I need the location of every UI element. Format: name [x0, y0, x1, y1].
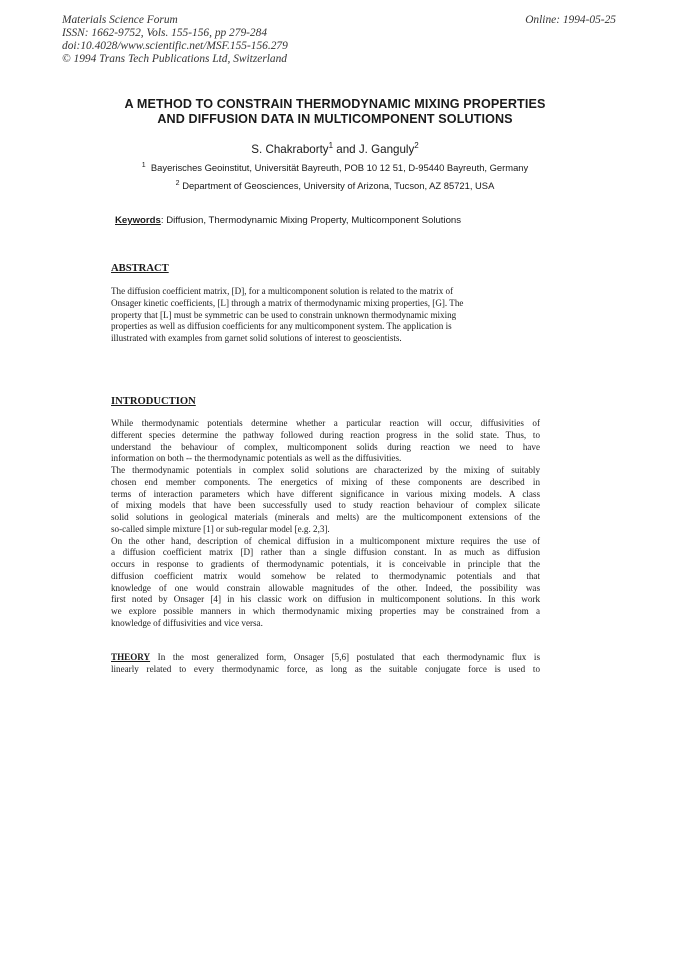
intro-line: first noted by Onsager [4] in his classic work on diffusion in multicomponent solutions. In this work [111, 594, 540, 605]
intro-line: The thermodynamic potentials in complex solid solutions are characterized by the mixing of suitably [111, 465, 540, 475]
introduction-heading: INTRODUCTION [111, 396, 196, 407]
affiliation-1-text: Bayerisches Geoinstitut, Universität Bayreuth, POB 10 12 51, D-95440 Bayreuth, Germany [150, 162, 529, 174]
abstract-line: The diffusion coefficient matrix, [D], for a multicomponent solution is related to the matrix of [111, 286, 454, 296]
intro-line: information on both -- the thermodynamic potentials as well as the diffusivities. [111, 453, 402, 464]
affiliation-1 [60, 162, 610, 173]
affiliation-2-text: Department of Geosciences, University of Arizona, Tucson, AZ 85721, USA [182, 180, 495, 192]
title-line-2: AND DIFFUSION DATA IN MULTICOMPONENT SOLUTIONS [157, 112, 513, 126]
journal-header [62, 14, 288, 66]
theory-line [111, 652, 540, 664]
author-2-affil-mark: 2 [414, 141, 419, 150]
intro-line: diffusion coefficient matrix would somehow be related to thermodynamic potentials and that [111, 570, 540, 581]
intro-line: we explore possible manners in which thermodynamic mixing properties may be constrained from a [111, 606, 540, 616]
author-list [80, 141, 590, 156]
intro-line: On the other hand, description of chemical diffusion in a multicomponent mixture requires the use of [111, 535, 540, 546]
intro-line: understand the behaviour of complex, multicomponent solids during reaction we need to have [111, 441, 540, 452]
intro-line: knowledge of diffusivities and vice versa. [111, 617, 263, 628]
journal-name: Materials Science Forum [62, 14, 178, 26]
author-1-affil-mark: 1 [328, 141, 334, 150]
affiliation-2-mark: 2 [175, 180, 180, 187]
intro-line: a diffusion coefficient matrix [D] rather than a single diffusion constant. In as much as diffusion [111, 547, 540, 558]
abstract-line: Onsager kinetic coefficients, [L] through a matrix of thermodynamic mixing properties, [G]. The [111, 297, 464, 308]
theory-line-1-text: In the most generalized form, Onsager [5,6] postulated that each thermodynamic flux is [150, 652, 540, 662]
abstract-line: property that [L] must be symmetric can be used to constrain unknown thermodynamic mixing [111, 309, 457, 320]
online-date: Online: 1994-05-25 [525, 14, 616, 26]
author-conjunction: and [336, 142, 356, 156]
intro-line: knowledge of one would constrain allowable magnitudes of the other. Indeed, the possibility was [111, 582, 540, 593]
intro-line: occurs in response to gradients of thermodynamic potentials, it is conceivable in principle that the [111, 559, 540, 569]
theory-body [111, 652, 540, 676]
author-1: S. Chakraborty [251, 142, 329, 156]
intro-line: different species determine the pathway followed during reaction progress in the solid state. Thus, to [111, 429, 540, 440]
intro-line: While thermodynamic potentials determine whether a particular reaction will occur, diffusivities of [111, 418, 540, 428]
affiliation-2 [60, 180, 610, 191]
keywords [115, 215, 461, 226]
abstract-heading: ABSTRACT [111, 263, 169, 274]
journal-doi[interactable]: doi:10.4028/www.scientific.net/MSF.155-156.279 [62, 40, 288, 52]
journal-issn: ISSN: 1662-9752, Vols. 155-156, pp 279-284 [62, 27, 268, 39]
keywords-label: Keywords [115, 215, 161, 226]
abstract-line: illustrated with examples from garnet solid solutions of interest to geoscientists. [111, 333, 402, 343]
affiliation-1-mark: 1 [141, 162, 146, 169]
introduction-body [111, 418, 540, 630]
theory-heading: THEORY [111, 652, 151, 662]
theory-line: linearly related to every thermodynamic force, as long as the suitable conjugate force is used to [111, 663, 540, 674]
journal-copyright: © 1994 Trans Tech Publications Ltd, Switzerland [62, 53, 287, 65]
keywords-text: : Diffusion, Thermodynamic Mixing Property, Multicomponent Solutions [160, 215, 462, 226]
intro-line: so-called simple mixture [1] or sub-regular model [e.g. 2,3]. [111, 523, 330, 534]
intro-line: of mixing models that have been successfully used to study reaction behaviour of complex silicate [111, 500, 540, 511]
intro-line: terms of interaction parameters which have different significance in various mixing models. A class [111, 488, 540, 499]
title-line-1: A METHOD TO CONSTRAIN THERMODYNAMIC MIXING PROPERTIES [124, 97, 546, 111]
intro-line: solid solutions in geological materials (minerals and melts) are the multicomponent extensions of the [111, 512, 540, 522]
author-2: J. Ganguly [358, 142, 415, 156]
intro-line: chosen end member components. The energetics of mixing of these components are described in [111, 476, 540, 487]
abstract-body [111, 286, 540, 345]
abstract-line: properties as well as diffusion coefficients for any multicomponent system. The application is [111, 321, 452, 332]
paper-title [80, 97, 590, 127]
